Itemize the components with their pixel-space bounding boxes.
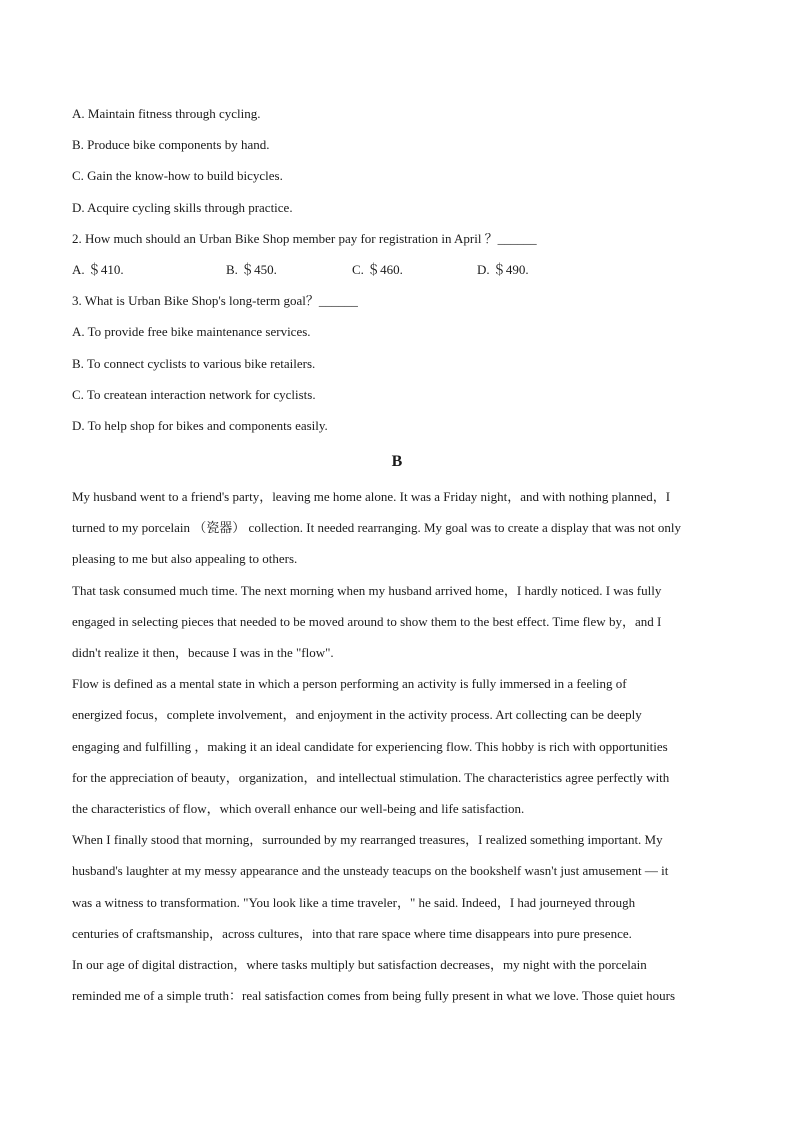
q2-option-d: D. ＄490.	[477, 261, 529, 277]
passage-line: turned to my porcelain （瓷器） collection. It needed rearranging. My goal was to create a display that was not only	[72, 520, 682, 536]
q3-option-d: D. To help shop for bikes and components easily.	[72, 417, 328, 433]
passage	[72, 481, 722, 1011]
passage-line: Flow is defined as a mental state in which a person performing an activity is fully immersed in a feeling of	[72, 676, 627, 692]
q2-options	[72, 254, 722, 285]
q3-option-b: B. To connect cyclists to various bike retailers.	[72, 355, 316, 371]
q1-option-b: B. Produce bike components by hand.	[72, 137, 270, 153]
question-2	[72, 223, 722, 285]
passage-line: In our age of digital distraction，where tasks multiply but satisfaction decreases，my night with the porcelain	[72, 956, 647, 972]
passage-line: pleasing to me but also appealing to others.	[72, 551, 298, 567]
passage-line: for the appreciation of beauty，organization，and intellectual stimulation. The characteristics agree perfectly with	[72, 769, 670, 785]
passage-line: engaged in selecting pieces that needed to be moved around to show them to the best effect. Time flew by，and I	[72, 613, 662, 629]
q3-stem: 3. What is Urban Bike Shop's long-term goal？______	[72, 293, 358, 309]
passage-line: My husband went to a friend's party，leaving me home alone. It was a Friday night，and with nothing planned，I	[72, 489, 671, 505]
document-page	[72, 98, 722, 1011]
passage-line: reminded me of a simple truth：real satisfaction comes from being fully present in what we love. Those quiet hours	[72, 988, 676, 1004]
q2-stem: 2. How much should an Urban Bike Shop member pay for registration in April ？______	[72, 230, 537, 246]
section-title: B	[391, 453, 403, 471]
question-1-options	[72, 98, 722, 223]
passage-line: was a witness to transformation. "You look like a time traveler，" he said. Indeed，I had journeyed through	[72, 894, 636, 910]
question-3	[72, 285, 722, 441]
q3-option-c: C. To createan interaction network for cyclists.	[72, 386, 316, 402]
q2-option-b: B. ＄450.	[226, 261, 277, 277]
passage-line: engaging and fulfilling ，making it an ideal candidate for experiencing flow. This hobby is rich with opportunities	[72, 738, 668, 754]
q1-option-d: D. Acquire cycling skills through practice.	[72, 199, 293, 215]
passage-line: husband's laughter at my messy appearance and the unsteady teacups on the bookshelf wasn't just amusement — it	[72, 863, 669, 879]
passage-line: When I finally stood that morning，surrounded by my rearranged treasures，I realized something important. My	[72, 832, 663, 848]
passage-line: That task consumed much time. The next morning when my husband arrived home，I hardly noticed. I was fully	[72, 582, 662, 598]
passage-line: the characteristics of flow，which overall enhance our well-being and life satisfaction.	[72, 800, 525, 816]
q2-option-c: C. ＄460.	[352, 261, 403, 277]
passage-line: didn't realize it then，because I was in the "flow".	[72, 645, 334, 660]
q1-option-a: A. Maintain fitness through cycling.	[72, 106, 261, 121]
q3-option-a: A. To provide free bike maintenance services.	[72, 324, 311, 340]
q2-option-a: A. ＄410.	[72, 261, 124, 277]
passage-line: centuries of craftsmanship，across cultures，into that rare space where time disappears into pure presence.	[72, 925, 632, 941]
q1-option-c: C. Gain the know-how to build bicycles.	[72, 168, 283, 184]
passage-line: energized focus，complete involvement，and enjoyment in the activity process. Art collecting can be deeply	[72, 707, 642, 723]
